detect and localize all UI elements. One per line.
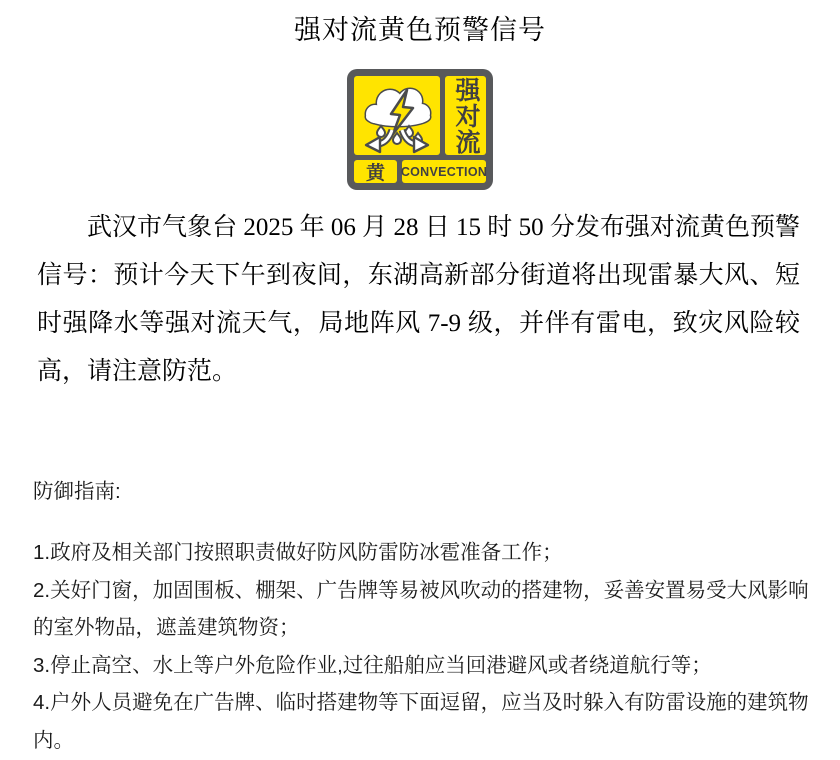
guide-item-4: 4.户外人员避免在广告牌、临时搭建物等下面逗留，应当及时躲入有防雷设施的建筑物内。 xyxy=(33,691,809,752)
page-title: 强对流黄色预警信号 xyxy=(294,15,546,45)
badge-english-label: CONVECTION xyxy=(402,160,486,183)
defense-guide-section xyxy=(33,479,814,760)
guide-item-3: 3.停止高空、水上等户外危险作业,过往船舶应当回港避风或者绕道航行等； xyxy=(33,653,712,677)
defense-guide-list xyxy=(33,534,814,760)
guide-item-1: 1.政府及相关部门按照职责做好防风防雷防冰雹准备工作； xyxy=(33,541,563,564)
badge-level-label: 黄 xyxy=(354,160,397,183)
warning-announcement-text: 武汉市气象台 2025 年 06 月 28 日 15 时 50 分发布强对流黄色预警信号：预计今天下午到夜间，东湖高新部分街道将出现雷暴大风、短时强降水等强对流天气，局地阵风 7-9 级，并伴有雷电，致灾风险较高，请注意防范。 xyxy=(37,214,800,385)
warning-notice-page xyxy=(0,15,840,760)
convection-warning-badge xyxy=(347,69,493,190)
defense-guide-heading: 防御指南: xyxy=(33,480,121,503)
badge-type-label: 强对流 xyxy=(445,76,486,155)
guide-item-2: 2.关好门窗，加固围板、棚架、广告牌等易被风吹动的搭建物，妥善安置易受大风影响的室外物品，遮盖建筑物资； xyxy=(33,578,809,640)
storm-cloud-icon xyxy=(354,76,440,155)
